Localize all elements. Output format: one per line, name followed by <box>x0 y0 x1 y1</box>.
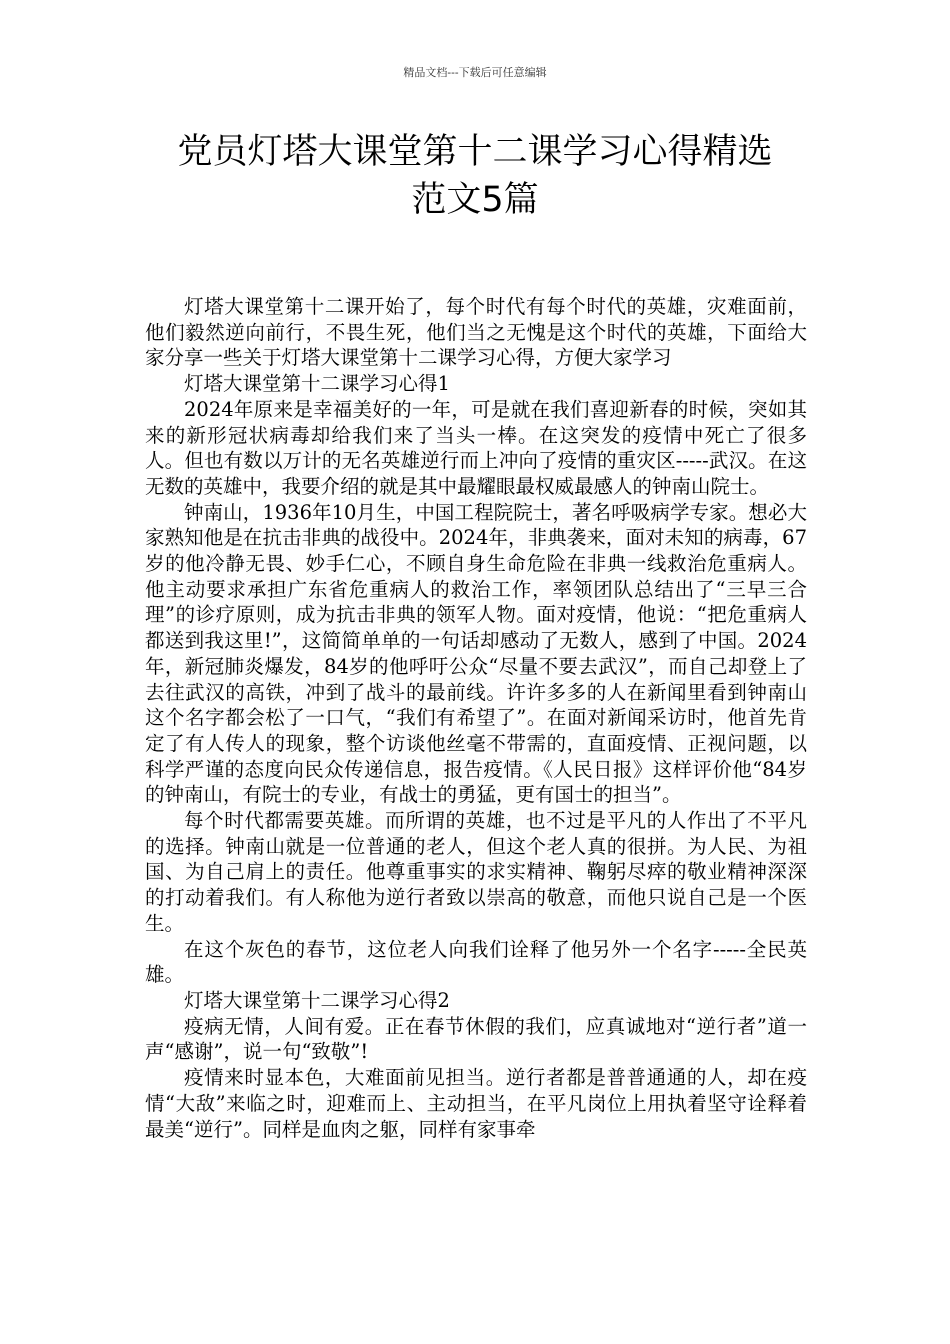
title-line-2: 范文5篇 <box>411 180 539 220</box>
title-line-1: 党员灯塔大课堂第十二课学习心得精选 <box>177 132 773 172</box>
document-title <box>100 128 850 224</box>
section-heading-2: 灯塔大课堂第十二课学习心得2 <box>184 988 450 1012</box>
body-paragraph: 钟南山，1936年10月生，中国工程院院士，著名呼吸病学专家。想必大家熟知他是在抗击非典的战役中。2024年，非典袭来，面对未知的病毒，67岁的他冷静无畏、妙手仁心，不顾自身生命危险在非典一线救治危重病人。他主动要求承担广东省危重病人的救治工作，率领团队总结出了“三早三合理”的诊疗原则，成为抗击非典的领军人物。面对疫情，他说：“把危重病人都送到我这里!”，这简简单单的一句话却感动了无数人，感到了中国。2024年，新冠肺炎爆发，84岁的他呼吁公众“尽量不要去武汉”，而自己却登上了去往武汉的高铁，冲到了战斗的最前线。许许多多的人在新闻里看到钟南山这个名字都会松了一口气，“我们有希望了”。在面对新闻采访时，他首先肯定了有人传人的现象，整个访谈他丝毫不带需的，直面疫情、正视问题，以科学严谨的态度向民众传递信息，报告疫情。《人民日报》这样评价他“84岁的钟南山，有院士的专业，有战士的勇猛，更有国士的担当”。 <box>145 500 807 807</box>
body-paragraph: 在这个灰色的春节，这位老人向我们诠释了他另外一个名字-----全民英雄。 <box>145 937 807 987</box>
body-paragraph: 疫情来时显本色，大难面前见担当。逆行者都是普普通通的人，却在疫情“大敌”来临之时，迎难而上、主动担当，在平凡岗位上用执着坚守诠释着最美“逆行”。同样是血肉之躯，同样有家事牵 <box>145 1066 807 1141</box>
page-header-note: 精品文档---下载后可任意编辑 <box>403 66 547 79</box>
section-heading-1: 灯塔大课堂第十二课学习心得1 <box>184 372 450 396</box>
body-paragraph: 疫病无情，人间有爱。正在春节休假的我们，应真诚地对“逆行者”道一声“感谢”，说一句“致敬”! <box>145 1014 807 1064</box>
body-paragraph: 每个时代都需要英雄。而所谓的英雄，也不过是平凡的人作出了不平凡的选择。钟南山就是一位普通的老人，但这个老人真的很拼。为人民、为祖国、为自己肩上的责任。他尊重事实的求实精神、鞠躬尽瘁的敬业精神深深的打动着我们。有人称他为逆行者致以崇高的敬意，而他只说自己是一个医生。 <box>145 809 807 935</box>
intro-paragraph: 灯塔大课堂第十二课开始了，每个时代有每个时代的英雄，灾难面前，他们毅然逆向前行，不畏生死，他们当之无愧是这个时代的英雄，下面给大家分享一些关于灯塔大课堂第十二课学习心得，方便大家学习 <box>145 295 807 370</box>
body-paragraph: 2024年原来是幸福美好的一年，可是就在我们喜迎新春的时候，突如其来的新形冠状病毒却给我们来了当头一棒。在这突发的疫情中死亡了很多人。但也有数以万计的无名英雄逆行而上冲向了疫情的重灾区-----武汉。在这无数的英雄中，我要介绍的就是其中最耀眼最权威最感人的钟南山院士。 <box>145 397 807 498</box>
document-body <box>145 294 807 1142</box>
